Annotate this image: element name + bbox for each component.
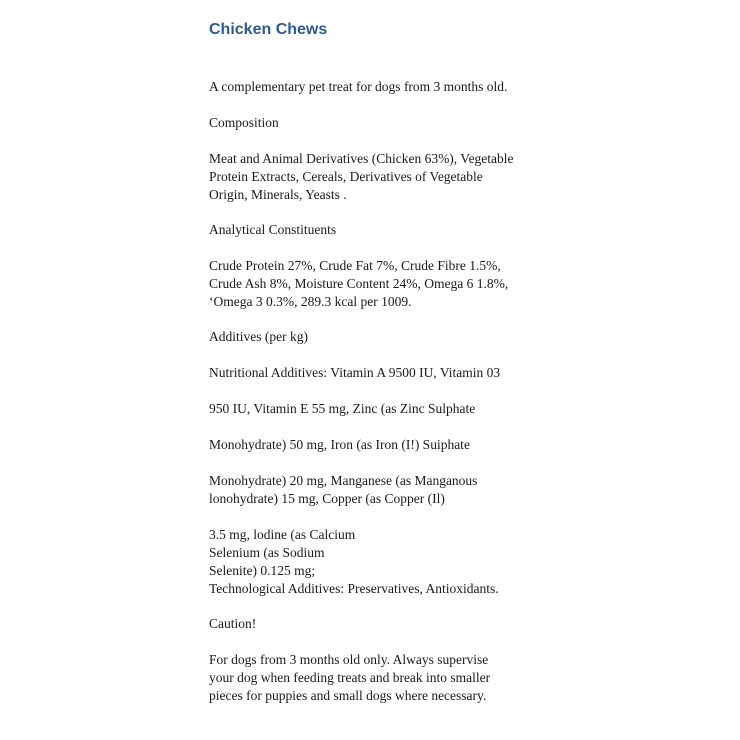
caution-text: For dogs from 3 months old only. Always supervise your dog when feeding treats and break into smaller pieces for puppies and small dogs where necessary. [209,652,491,703]
analytical-text: Crude Protein 27%, Crude Fat 7%, Crude Fibre 1.5%, Crude Ash 8%, Moisture Content 24%, Omega 6 1.8%, ‘Omega 3 0.3%, 289.3 kcal per 1009. [209,258,509,309]
nutritional-additives-line-1: Nutritional Additives: Vitamin A 9500 IU, Vitamin 03 [209,365,501,380]
caution-heading: Caution! [209,616,257,631]
nutritional-additives-line-5: 3.5 mg, lodine (as Calcium Selenium (as Sodium Selenite) 0.125 mg; Technological Additives: Preservatives, Antioxidants. [209,527,499,596]
intro-text: A complementary pet treat for dogs from 3 months old. [209,79,508,94]
nutritional-additives-line-4: Monohydrate) 20 mg, Manganese (as Manganous lonohydrate) 15 mg, Copper (as Copper (Il) [209,473,478,506]
nutritional-additives-line-3: Monohydrate) 50 mg, Iron (as Iron (I!) Suiphate [209,437,470,452]
nutritional-additives-line-2: 950 IU, Vitamin E 55 mg, Zinc (as Zinc Sulphate [209,401,476,416]
composition-heading: Composition [209,115,279,130]
document-title: Chicken Chews [209,21,328,38]
analytical-heading: Analytical Constituents [209,222,337,237]
additives-heading: Additives (per kg) [209,329,308,344]
composition-text: Meat and Animal Derivatives (Chicken 63%), Vegetable Protein Extracts, Cereals, Derivatives of Vegetable Origin, Minerals, Yeasts . [209,151,514,202]
